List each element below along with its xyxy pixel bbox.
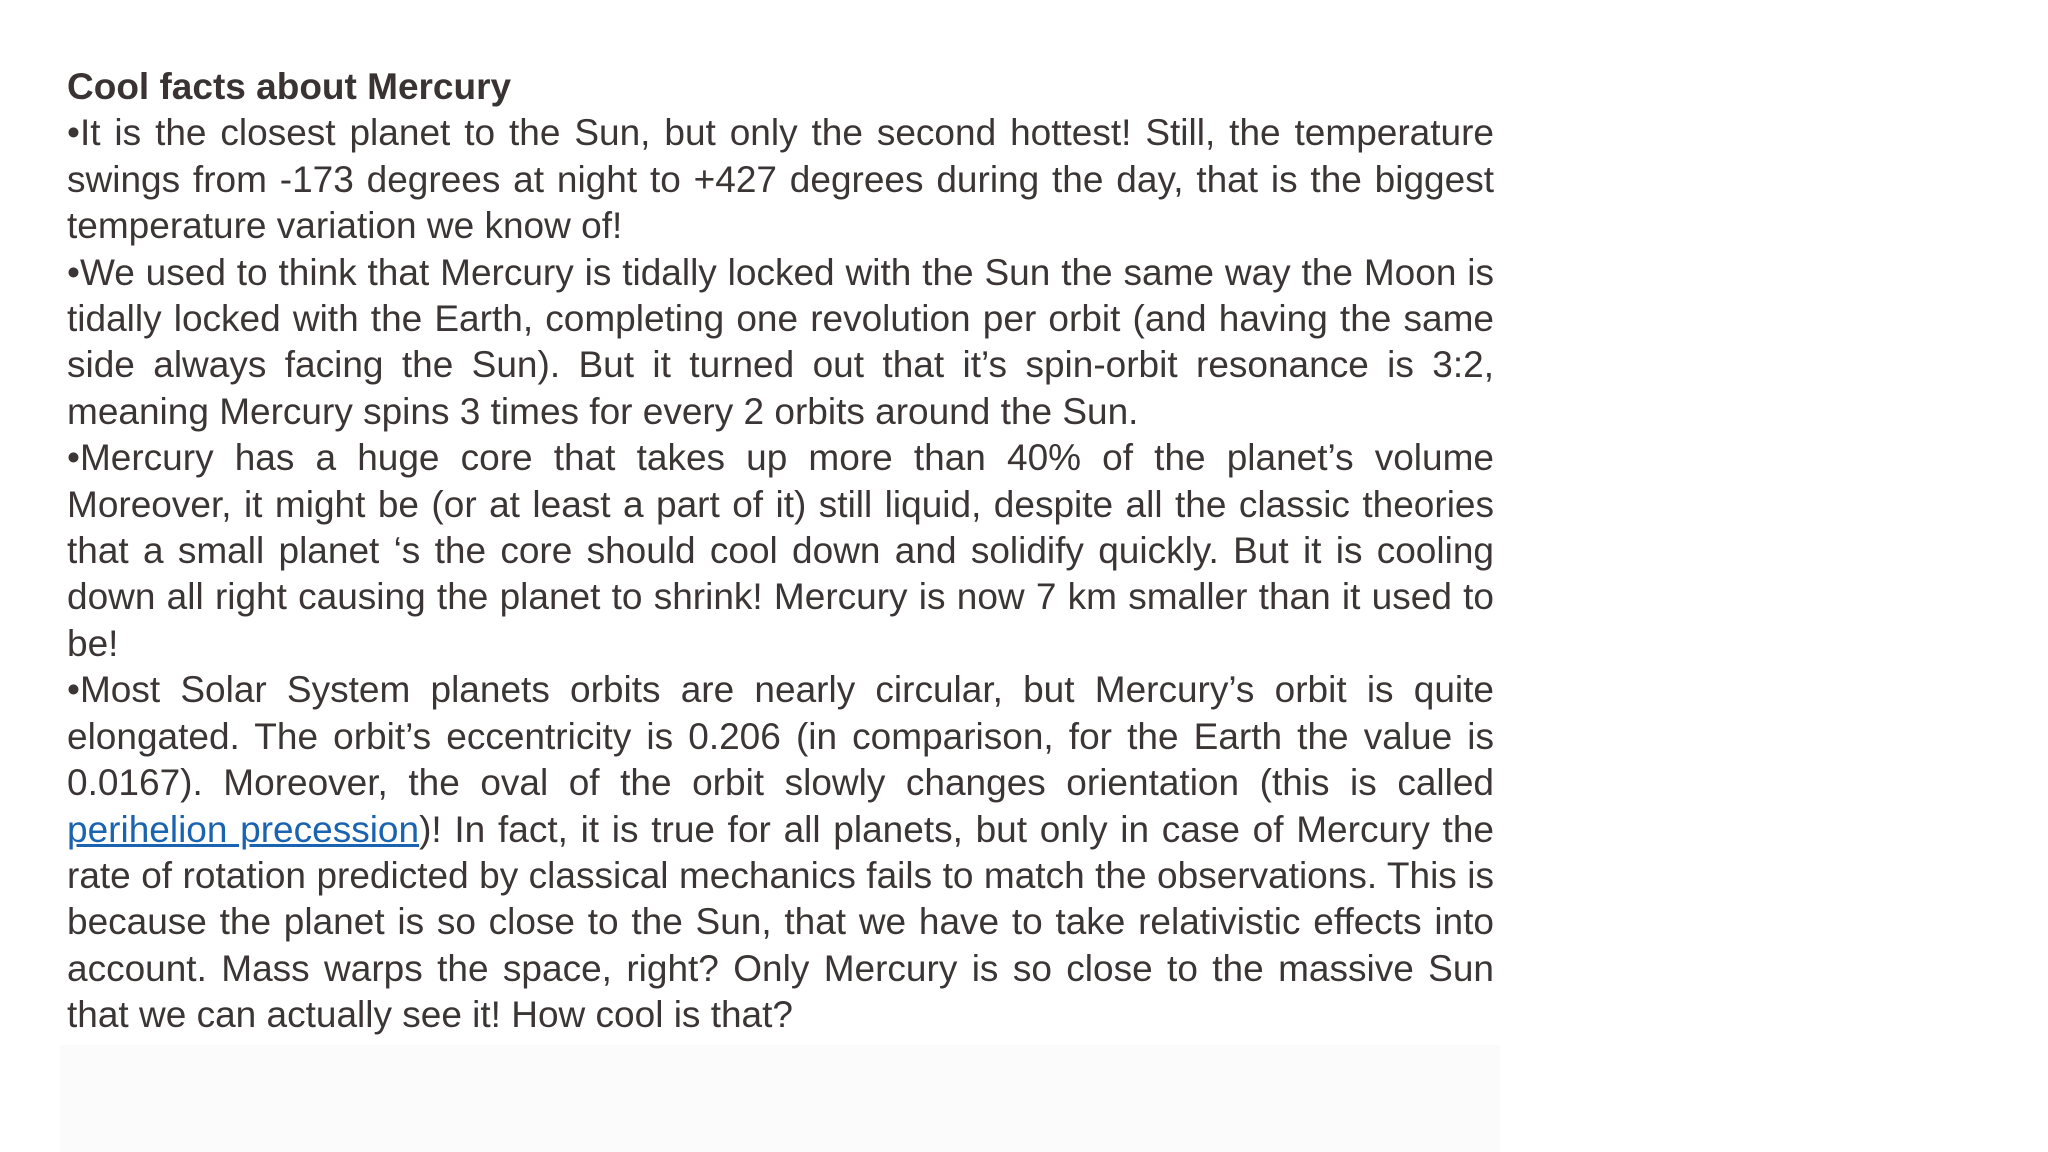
document-title: Cool facts about Mercury <box>67 66 512 107</box>
perihelion-precession-link[interactable]: perihelion precession <box>67 808 420 850</box>
background-panel <box>60 1045 1500 1152</box>
fact-core: •Mercury has a huge core that takes up more than 40% of the planet’s volume Moreover, it might be (or at least a part of it) still liquid, despite all the classic theories that a small planet ‘s the core should cool down and solidify quickly. But it is cooling down all right causing the planet to shrink! Mercury is now 7 km smaller than it used to be! <box>67 437 1494 664</box>
fact-temperature: •It is the closest planet to the Sun, but only the second hottest! Still, the temperature swings from -173 degrees at night to +427 degrees during the day, that is the biggest temperature variation we know of! <box>67 112 1494 247</box>
fact-orbit-text-before-link: •Most Solar System planets orbits are nearly circular, but Mercury’s orbit is quite elongated. The orbit’s eccentricity is 0.206 (in comparison, for the Earth the value is 0.0167). Moreover, the oval of the orbit slowly changes orientation (this is called <box>67 669 1494 804</box>
document-content <box>67 64 1494 1039</box>
fact-orbit-text-after-link: )! In fact, it is true for all planets, but only in case of Mercury the rate of rotation predicted by classical mechanics fails to match the observations. This is because the planet is so close to the Sun, that we have to take relativistic effects into account. Mass warps the space, right? Only Mercury is so close to the massive Sun that we can actually see it! How cool is that? <box>67 808 1494 1036</box>
fact-tidal-locking: •We used to think that Mercury is tidally locked with the Sun the same way the Moon is tidally locked with the Earth, completing one revolution per orbit (and having the same side always facing the Sun). But it turned out that it’s spin-orbit resonance is 3:2, meaning Mercury spins 3 times for every 2 orbits around the Sun. <box>67 251 1494 432</box>
fact-orbit <box>67 667 1494 1038</box>
